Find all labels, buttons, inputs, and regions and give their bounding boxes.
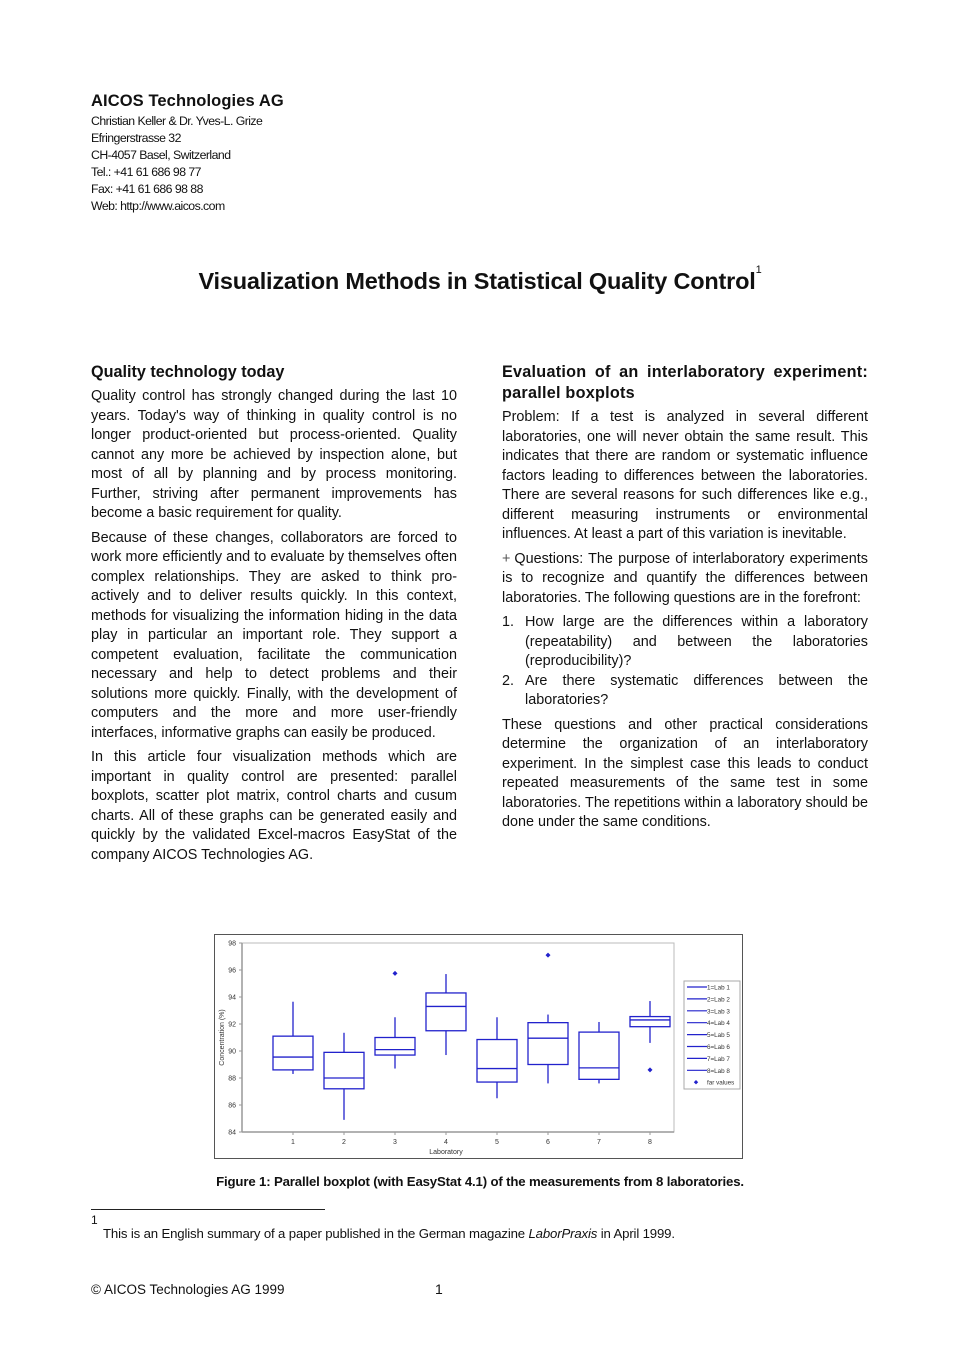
address-fax: Fax: +41 61 686 98 88 <box>91 182 203 196</box>
legend-label: 4=Lab 4 <box>707 1020 730 1028</box>
y-axis-title: Concentration (%) <box>219 1009 226 1066</box>
x-tick-label: 5 <box>495 1139 499 1146</box>
section-heading-interlaboratory: Evaluation of an interlaboratory experiment: parallel boxplots <box>502 363 868 402</box>
right-column <box>502 362 868 838</box>
x-axis-title: Laboratory <box>429 1149 463 1156</box>
question-item <box>502 672 868 711</box>
y-tick-label: 84 <box>228 1129 236 1137</box>
paper-title <box>0 264 960 295</box>
y-tick-label: 98 <box>228 940 236 948</box>
boxplot-figure <box>214 934 743 1159</box>
legend-label: 1=Lab 1 <box>707 984 730 992</box>
legend-label: 6=Lab 6 <box>707 1044 730 1051</box>
question-number: 1. <box>502 614 515 630</box>
footnote-text-end: in April 1999. <box>597 1226 675 1241</box>
legend-label: 3=Lab 3 <box>707 1008 730 1016</box>
conclusion-paragraph: These questions and other practical considerations determine the organization of an interlaboratory experiment. In the simplest case this leads to conduct repeated measurements of the same test in some laboratories. The repetitions within a laboratory should be done under the same conditions. <box>502 716 868 830</box>
address-phone: Tel.: +41 61 686 98 77 <box>91 165 201 179</box>
x-tick-label: 7 <box>597 1139 601 1146</box>
footnote-number: 1 <box>91 1213 98 1227</box>
title-footnote-mark: 1 <box>755 264 762 276</box>
address-authors: Christian Keller & Dr. Yves-L. Grize <box>91 114 263 128</box>
problem-paragraph: Problem: If a test is analyzed in several different laboratories, one will never obtain the same result. This indicates that there are random or systematic influence factors leading to differences between the laboratories. There are several reasons for such differences like e.g., different measuring instruments or environmental influences. At least a part of this variation is inevitable. <box>502 409 868 542</box>
y-tick-label: 86 <box>228 1102 236 1110</box>
questions-intro: Questions: The purpose of interlaboratory experiments is to recognize and quantify the differences between laboratories. The following questions are in the forefront: <box>502 550 868 606</box>
boxplot-chart <box>215 935 744 1160</box>
question-text: Are there systematic differences between the laboratories? <box>525 672 868 708</box>
x-tick-label: 1 <box>291 1139 295 1146</box>
address-street: Efringerstrasse 32 <box>91 131 181 145</box>
footnote-text-start: This is an English summary of a paper published in the German magazine <box>103 1226 529 1241</box>
y-tick-label: 90 <box>228 1048 236 1056</box>
legend-label: 8=Lab 8 <box>707 1067 730 1075</box>
x-tick-label: 3 <box>393 1139 397 1146</box>
company-name: AICOS Technologies AG <box>91 92 284 110</box>
question-text: How large are the differences within a laboratory (repeatability) and between the laboratories (reproducibility)? <box>525 614 868 669</box>
footnote-text <box>103 1226 675 1241</box>
questions-list <box>502 613 868 711</box>
figure-caption: Figure 1: Parallel boxplot (with EasyStat 4.1) of the measurements from 8 laboratories. <box>216 1174 744 1189</box>
x-tick-label: 8 <box>648 1139 652 1146</box>
page-number: 1 <box>435 1281 443 1297</box>
legend-label: 2=Lab 2 <box>707 996 730 1004</box>
paragraph: Quality control has strongly changed during the last 10 years. Today's way of thinking in quality control is no longer product-oriented but process-oriented. Quality cannot any more be achieved by inspection alone, but most of all by planning and by process monitoring. Further, striving after permanent improvements has become a basic requirement for quality. <box>91 388 457 521</box>
paper-title-text: Visualization Methods in Statistical Quality Control <box>198 268 756 294</box>
questions-paragraph <box>502 550 868 609</box>
question-number: 2. <box>502 672 515 689</box>
section-heading-quality-technology: Quality technology today <box>91 363 285 381</box>
y-tick-label: 92 <box>228 1021 236 1029</box>
paragraph: In this article four visualization methods which are important in quality control are presented: parallel boxplots, scatter plot matrix, control charts and cusum charts. All of these graphs can be generated easily and quickly by the validated Excel-macros EasyStat of the company AICOS Technologies AG. <box>91 749 457 863</box>
magazine-name: LaborPraxis <box>528 1226 598 1241</box>
footnote-divider <box>91 1209 325 1210</box>
question-item <box>502 613 868 672</box>
x-tick-label: 6 <box>546 1139 550 1146</box>
x-tick-label: 2 <box>342 1139 346 1146</box>
left-column <box>91 362 457 870</box>
legend-label: far values <box>707 1079 735 1087</box>
y-tick-label: 88 <box>228 1075 236 1083</box>
plot-area <box>242 943 674 1132</box>
legend-label: 5=Lab 5 <box>707 1032 730 1040</box>
address-web: Web: http://www.aicos.com <box>91 199 225 213</box>
address-city: CH-4057 Basel, Switzerland <box>91 148 231 162</box>
x-tick-label: 4 <box>444 1139 448 1146</box>
paragraph: Because of these changes, collaborators are forced to work more efficiently and to evaluate by themselves often complex relationships. They are asked to think pro-actively and to deliver results quickly. In this context, methods for visualizing the information hiding in the data play in particular an important role. They support a competent evaluation, facilitate the communication necessary and help to detect problems and their solutions more quickly. Finally, with the development of computers and the more and more user-friendly interfaces, informative graphs can easily be produced. <box>91 529 457 741</box>
y-tick-label: 96 <box>228 967 236 975</box>
plus-icon: + <box>502 550 511 567</box>
footer-copyright: © AICOS Technologies AG 1999 <box>91 1282 285 1297</box>
legend-label: 7=Lab 7 <box>707 1055 730 1063</box>
y-tick-label: 94 <box>228 994 236 1002</box>
